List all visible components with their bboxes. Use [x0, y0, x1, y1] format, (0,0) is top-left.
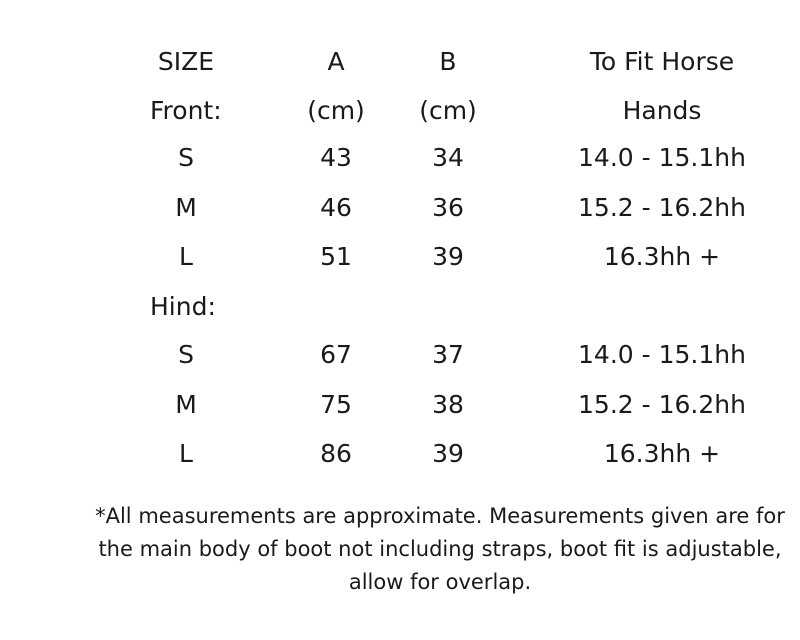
table-header-row	[0, 42, 800, 82]
row-fit: 16.3hh +	[603, 242, 721, 271]
footnote-line: *All measurements are approximate. Measurements given are for	[95, 504, 785, 528]
table-row	[0, 385, 800, 425]
row-size: M	[175, 390, 197, 419]
row-size: S	[178, 340, 194, 369]
row-a: 46	[320, 193, 352, 222]
row-b: 38	[432, 390, 464, 419]
table-units-row	[0, 91, 800, 131]
row-fit: 16.3hh +	[603, 439, 721, 468]
row-size: L	[179, 439, 193, 468]
unit-fit: Hands	[622, 96, 702, 125]
header-size: SIZE	[157, 47, 215, 76]
row-b: 36	[432, 193, 464, 222]
row-a: 43	[320, 143, 352, 172]
table-row	[0, 237, 800, 277]
measurement-footnote	[60, 500, 800, 599]
hind-section-row	[0, 287, 800, 327]
row-a: 67	[320, 340, 352, 369]
header-fit: To Fit Horse	[589, 47, 735, 76]
row-a: 51	[320, 242, 352, 271]
row-b: 37	[432, 340, 464, 369]
row-fit: 14.0 - 15.1hh	[578, 340, 746, 369]
row-fit: 15.2 - 16.2hh	[578, 193, 746, 222]
row-size: S	[178, 143, 194, 172]
row-a: 86	[320, 439, 352, 468]
unit-a: (cm)	[307, 96, 365, 125]
row-size: L	[179, 242, 193, 271]
table-row	[0, 188, 800, 228]
row-b: 39	[432, 439, 464, 468]
unit-b: (cm)	[419, 96, 477, 125]
row-size: M	[175, 193, 197, 222]
front-section-label: Front:	[150, 96, 222, 125]
row-fit: 14.0 - 15.1hh	[578, 143, 746, 172]
table-row	[0, 335, 800, 375]
row-fit: 15.2 - 16.2hh	[578, 390, 746, 419]
row-b: 34	[432, 143, 464, 172]
header-b: B	[439, 47, 457, 76]
footnote-line: the main body of boot not including straps, boot fit is adjustable,	[98, 537, 782, 561]
row-a: 75	[320, 390, 352, 419]
row-b: 39	[432, 242, 464, 271]
table-row	[0, 434, 800, 474]
header-a: A	[327, 47, 345, 76]
table-row	[0, 138, 800, 178]
hind-section-label: Hind:	[150, 292, 216, 321]
footnote-line: allow for overlap.	[348, 570, 532, 594]
